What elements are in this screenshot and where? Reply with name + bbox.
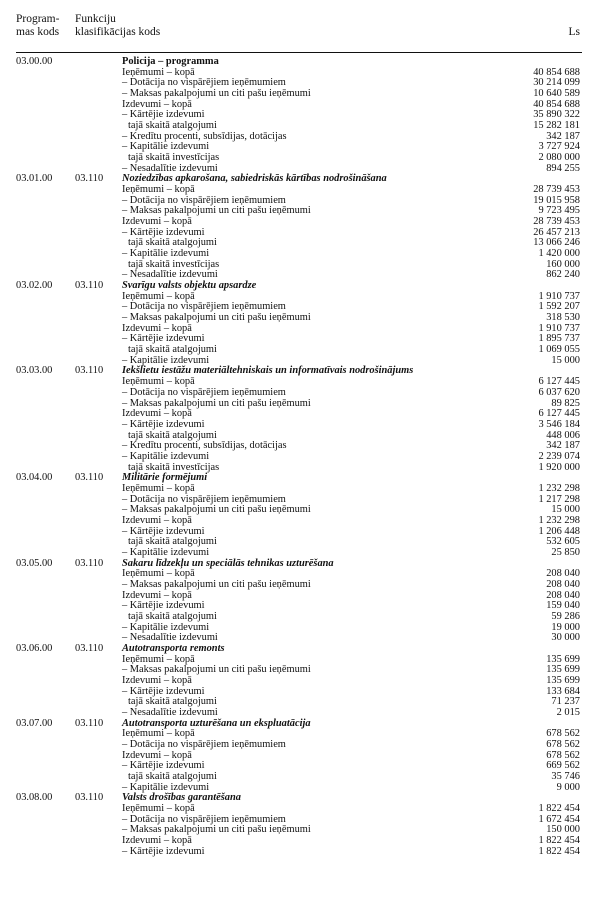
row-label: – Kārtējie izdevumi	[122, 109, 205, 121]
table-row	[0, 217, 600, 228]
row-value: 1 910 737	[538, 290, 580, 302]
row-value: 448 006	[546, 429, 580, 441]
row-label: – Nesadalītie izdevumi	[122, 269, 218, 281]
table-row	[0, 110, 600, 121]
row-value: 1 895 737	[538, 333, 580, 345]
table-row	[0, 484, 600, 495]
section-title-row	[0, 281, 600, 292]
row-value: 1 822 454	[538, 845, 580, 857]
section-title-row	[0, 366, 600, 377]
row-label: Izdevumi – kopā	[122, 749, 192, 761]
table-row	[0, 836, 600, 847]
table-row	[0, 238, 600, 249]
table-row	[0, 324, 600, 335]
section-title-row	[0, 57, 600, 68]
row-label: tajā skaitā investīcijas	[128, 258, 220, 270]
header-divider	[16, 52, 582, 53]
row-value: 40 854 688	[533, 66, 580, 78]
row-value: 6 127 445	[538, 376, 580, 388]
table-header	[0, 13, 600, 55]
table-row	[0, 431, 600, 442]
row-label: – Maksas pakalpojumi un citi pašu ieņēmumi	[122, 578, 311, 590]
row-value: 135 699	[546, 653, 580, 665]
row-value: 10 640 589	[533, 88, 580, 100]
row-value: 26 457 213	[533, 226, 580, 238]
row-label: – Kārtējie izdevumi	[122, 333, 205, 345]
table-row	[0, 206, 600, 217]
row-label: Izdevumi – kopā	[122, 674, 192, 686]
row-value: 6 127 445	[538, 408, 580, 420]
row-label: – Maksas pakalpojumi un citi pašu ieņēmumi	[122, 88, 311, 100]
function-code: 03.110	[75, 365, 104, 377]
section-title: Militārie formējumi	[122, 472, 208, 484]
row-label: – Kapitālie izdevumi	[122, 546, 210, 558]
program-code: 03.00.00	[16, 56, 53, 67]
program-code: 03.08.00	[16, 792, 53, 804]
row-label: – Dotācija no vispārējiem ieņēmumiem	[122, 194, 286, 206]
row-label: Ieņēmumi – kopā	[122, 376, 195, 388]
row-value: 1 592 207	[538, 301, 580, 313]
row-value: 208 040	[546, 578, 580, 590]
row-value: 30 214 099	[533, 77, 580, 89]
row-label: – Maksas pakalpojumi un citi pašu ieņēmumi	[122, 504, 311, 516]
row-label: – Dotācija no vispārējiem ieņēmumiem	[122, 739, 286, 750]
table-row	[0, 420, 600, 431]
row-label: Ieņēmumi – kopā	[122, 482, 195, 494]
section-title-row	[0, 719, 600, 730]
row-value: 25 850	[551, 546, 580, 558]
function-code: 03.110	[75, 472, 104, 484]
table-row	[0, 249, 600, 260]
table-row	[0, 665, 600, 676]
row-label: – Nesadalītie izdevumi	[122, 706, 218, 718]
table-row	[0, 537, 600, 548]
row-label: – Kapitālie izdevumi	[122, 621, 210, 633]
row-value: 208 040	[546, 568, 580, 580]
row-label: – Kredītu procenti, subsīdijas, dotācijas	[122, 440, 287, 452]
row-label: – Maksas pakalpojumi un citi pašu ieņēmumi	[122, 397, 311, 409]
row-value: 2 015	[556, 706, 580, 718]
table-row	[0, 292, 600, 303]
table-row	[0, 452, 600, 463]
table-row	[0, 388, 600, 399]
row-label: tajā skaitā atalgojumi	[128, 771, 217, 783]
section-title-row	[0, 174, 600, 185]
row-value: 135 699	[546, 664, 580, 676]
program-code: 03.04.00	[16, 472, 53, 484]
row-label: Izdevumi – kopā	[122, 216, 192, 228]
table-row	[0, 121, 600, 132]
row-label: Izdevumi – kopā	[122, 514, 192, 526]
program-code: 03.06.00	[16, 642, 53, 654]
row-value: 1 206 448	[538, 525, 580, 537]
row-value: 30 000	[551, 632, 580, 644]
budget-table	[0, 57, 600, 857]
row-value: 678 562	[546, 728, 580, 740]
table-row	[0, 409, 600, 420]
row-label: – Kapitālie izdevumi	[122, 248, 210, 260]
row-label: tajā skaitā atalgojumi	[128, 696, 217, 708]
table-row	[0, 345, 600, 356]
function-code: 03.110	[75, 280, 104, 292]
row-label: – Maksas pakalpojumi un citi pašu ieņēmumi	[122, 664, 311, 676]
row-value: 159 040	[546, 600, 580, 612]
row-value: 28 739 453	[533, 216, 580, 228]
row-value: 678 562	[546, 739, 580, 750]
row-value: 71 237	[551, 696, 580, 708]
row-value: 342 187	[546, 440, 580, 452]
table-row	[0, 687, 600, 698]
table-row	[0, 89, 600, 100]
row-label: Izdevumi – kopā	[122, 408, 192, 420]
table-row	[0, 612, 600, 623]
table-row	[0, 804, 600, 815]
program-code: 03.03.00	[16, 365, 53, 377]
row-label: – Kārtējie izdevumi	[122, 226, 205, 238]
table-row	[0, 260, 600, 271]
table-row	[0, 751, 600, 762]
section-title-row	[0, 559, 600, 570]
row-label: – Dotācija no vispārējiem ieņēmumiem	[122, 813, 286, 825]
row-value: 894 255	[546, 162, 580, 174]
row-value: 19 015 958	[533, 194, 580, 206]
row-value: 15 000	[551, 504, 580, 516]
row-label: tajā skaitā atalgojumi	[128, 536, 217, 548]
row-label: tajā skaitā atalgojumi	[128, 120, 217, 132]
currency-header: Ls	[568, 26, 580, 38]
function-code: 03.110	[75, 557, 104, 569]
table-row	[0, 623, 600, 634]
row-value: 1 910 737	[538, 322, 580, 334]
table-row	[0, 516, 600, 527]
row-value: 1 420 000	[538, 248, 580, 260]
row-label: Ieņēmumi – kopā	[122, 653, 195, 665]
row-value: 135 699	[546, 674, 580, 686]
row-label: – Kredītu procenti, subsīdijas, dotācijas	[122, 130, 287, 142]
function-code: 03.110	[75, 792, 104, 804]
function-code: 03.110	[75, 173, 104, 185]
table-row	[0, 847, 600, 858]
section-title: Noziedzības apkarošana, sabiedriskās kārtības nodrošināšana	[122, 173, 387, 185]
row-label: tajā skaitā atalgojumi	[128, 610, 217, 622]
table-row	[0, 772, 600, 783]
row-value: 28 739 453	[533, 184, 580, 196]
row-value: 15 000	[551, 354, 580, 366]
row-value: 1 822 454	[538, 835, 580, 847]
table-row	[0, 729, 600, 740]
row-label: tajā skaitā atalgojumi	[128, 429, 217, 441]
section-title-row	[0, 793, 600, 804]
function-code: 03.110	[75, 717, 104, 729]
row-label: – Kārtējie izdevumi	[122, 845, 205, 857]
row-label: – Maksas pakalpojumi un citi pašu ieņēmumi	[122, 205, 311, 217]
table-row	[0, 185, 600, 196]
row-label: – Kapitālie izdevumi	[122, 141, 210, 153]
table-row	[0, 399, 600, 410]
row-label: – Nesadalītie izdevumi	[122, 632, 218, 644]
row-value: 59 286	[551, 610, 580, 622]
row-label: – Kapitālie izdevumi	[122, 450, 210, 462]
row-label: – Kārtējie izdevumi	[122, 685, 205, 697]
row-value: 9 723 495	[538, 205, 580, 217]
row-value: 318 530	[546, 312, 580, 324]
section-title: Autotransporta remonts	[122, 642, 225, 654]
row-value: 35 746	[551, 771, 580, 783]
section-title: Sakaru līdzekļu un speciālās tehnikas uzturēšana	[122, 557, 334, 569]
row-value: 3 727 924	[538, 141, 580, 153]
table-row	[0, 132, 600, 143]
table-row	[0, 441, 600, 452]
row-value: 133 684	[546, 685, 580, 697]
row-label: – Kārtējie izdevumi	[122, 418, 205, 430]
row-value: 13 066 246	[533, 237, 580, 249]
row-label: Ieņēmumi – kopā	[122, 184, 195, 196]
table-row	[0, 591, 600, 602]
function-code-header: Funkciju klasifikācijas kods	[75, 13, 161, 38]
program-code: 03.07.00	[16, 717, 53, 729]
table-row	[0, 548, 600, 559]
row-label: – Maksas pakalpojumi un citi pašu ieņēmumi	[122, 312, 311, 324]
row-label: tajā skaitā investīcijas	[128, 152, 220, 164]
table-row	[0, 580, 600, 591]
program-code-header: Program- mas kods	[16, 13, 60, 38]
row-value: 669 562	[546, 760, 580, 772]
row-value: 89 825	[551, 397, 580, 409]
row-value: 150 000	[546, 824, 580, 836]
row-value: 2 239 074	[538, 450, 580, 462]
row-value: 1 232 298	[538, 482, 580, 494]
row-label: – Nesadalītie izdevumi	[122, 162, 218, 174]
row-label: – Dotācija no vispārējiem ieņēmumiem	[122, 301, 286, 313]
row-value: 19 000	[551, 621, 580, 633]
row-label: – Kārtējie izdevumi	[122, 760, 205, 772]
row-value: 1 232 298	[538, 514, 580, 526]
row-label: Ieņēmumi – kopā	[122, 568, 195, 580]
table-row	[0, 334, 600, 345]
section-title: Policija – programma	[122, 56, 219, 67]
row-label: Izdevumi – kopā	[122, 98, 192, 110]
row-label: Ieņēmumi – kopā	[122, 66, 195, 78]
row-label: – Kapitālie izdevumi	[122, 781, 210, 793]
table-row	[0, 825, 600, 836]
section-title: Valsts drošības garantēšana	[122, 792, 241, 804]
table-row	[0, 601, 600, 612]
table-row	[0, 697, 600, 708]
table-row	[0, 377, 600, 388]
table-row	[0, 761, 600, 772]
row-label: Ieņēmumi – kopā	[122, 290, 195, 302]
row-label: – Kapitālie izdevumi	[122, 354, 210, 366]
table-row	[0, 153, 600, 164]
table-row	[0, 228, 600, 239]
row-value: 2 080 000	[538, 152, 580, 164]
row-value: 862 240	[546, 269, 580, 281]
table-row	[0, 68, 600, 79]
program-code: 03.02.00	[16, 280, 53, 292]
section-title: Iekšlietu iestāžu materiāltehniskais un informatīvais nodrošinājums	[122, 365, 414, 377]
table-row	[0, 142, 600, 153]
section-title: Autotransporta uzturēšana un ekspluatācija	[122, 717, 311, 729]
row-value: 3 546 184	[538, 418, 580, 430]
row-label: – Kārtējie izdevumi	[122, 600, 205, 612]
row-value: 1 822 454	[538, 803, 580, 815]
function-code: 03.110	[75, 642, 104, 654]
row-value: 1 672 454	[538, 813, 580, 825]
row-label: – Dotācija no vispārējiem ieņēmumiem	[122, 386, 286, 398]
row-value: 532 605	[546, 536, 580, 548]
row-label: tajā skaitā investīcijas	[128, 461, 220, 473]
row-value: 160 000	[546, 258, 580, 270]
row-label: – Dotācija no vispārējiem ieņēmumiem	[122, 77, 286, 89]
section-title: Svarīgu valsts objektu apsardze	[122, 280, 257, 292]
table-row	[0, 100, 600, 111]
row-value: 1 069 055	[538, 344, 580, 356]
table-row	[0, 676, 600, 687]
section-title-row	[0, 644, 600, 655]
row-label: Ieņēmumi – kopā	[122, 803, 195, 815]
row-label: – Kārtējie izdevumi	[122, 525, 205, 537]
row-value: 15 282 181	[533, 120, 580, 132]
row-value: 1 217 298	[538, 493, 580, 505]
table-row	[0, 505, 600, 516]
table-row	[0, 313, 600, 324]
row-value: 208 040	[546, 589, 580, 601]
row-label: tajā skaitā atalgojumi	[128, 344, 217, 356]
program-code: 03.05.00	[16, 557, 53, 569]
row-value: 6 037 620	[538, 386, 580, 398]
row-label: – Maksas pakalpojumi un citi pašu ieņēmumi	[122, 824, 311, 836]
section-title-row	[0, 473, 600, 484]
row-label: – Dotācija no vispārējiem ieņēmumiem	[122, 493, 286, 505]
table-row	[0, 740, 600, 751]
row-value: 40 854 688	[533, 98, 580, 110]
row-label: Izdevumi – kopā	[122, 589, 192, 601]
row-label: Izdevumi – kopā	[122, 835, 192, 847]
table-row	[0, 527, 600, 538]
row-label: Izdevumi – kopā	[122, 322, 192, 334]
row-label: tajā skaitā atalgojumi	[128, 237, 217, 249]
row-value: 9 000	[556, 781, 580, 793]
program-code: 03.01.00	[16, 173, 53, 185]
row-value: 678 562	[546, 749, 580, 761]
row-value: 35 890 322	[533, 109, 580, 121]
row-value: 342 187	[546, 130, 580, 142]
row-value: 1 920 000	[538, 461, 580, 473]
row-label: Ieņēmumi – kopā	[122, 728, 195, 740]
